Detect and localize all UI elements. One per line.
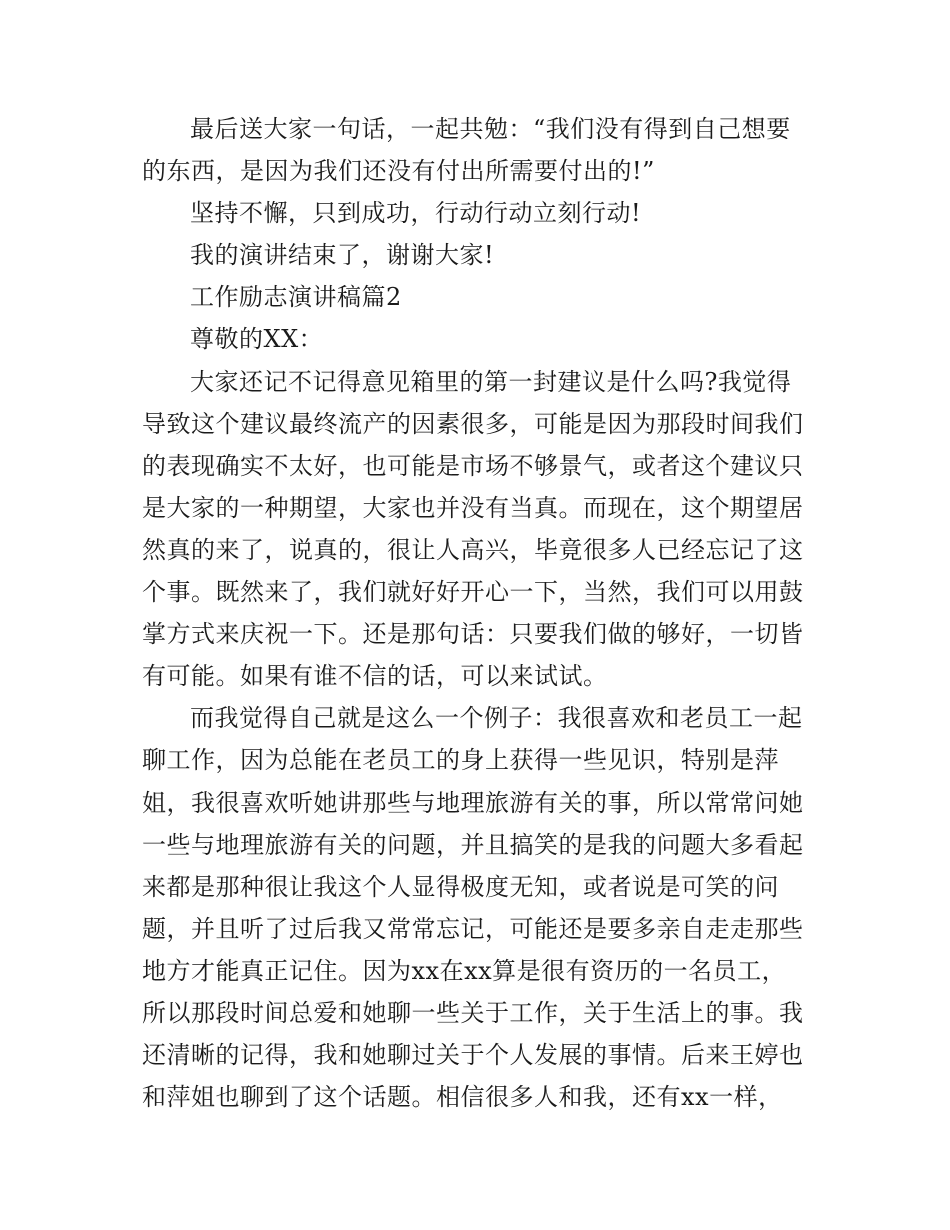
paragraph-closing-quote (142, 108, 812, 192)
text-line: 最后送大家一句话，一起共勉：“我们没有得到自己想要 (190, 115, 791, 143)
text-line: 掌方式来庆祝一下。还是那句话：只要我们做的够好，一切皆 (142, 620, 804, 649)
text-line: 大家还记不记得意见箱里的第一封建议是什么吗?我觉得 (190, 367, 792, 396)
salutation-text: 尊敬的XX： (190, 325, 324, 354)
text-line: 所以那段时间总爱和她聊一些关于工作，关于生活上的事。我 (142, 998, 804, 1027)
text-line: 还清晰的记得，我和她聊过关于个人发展的事情。后来王婷也 (142, 1041, 804, 1070)
paragraph-persist (142, 192, 812, 234)
text-line: 的表现确实不太好，也可能是市场不够景气，或者这个建议只 (142, 451, 804, 480)
text-line: 个事。既然来了，我们就好好开心一下，当然，我们可以用鼓 (142, 578, 804, 607)
text-line: 姐，我很喜欢听她讲那些与地理旅游有关的事，所以常常问她 (142, 788, 804, 817)
text-line: 我的演讲结束了，谢谢大家! (190, 241, 495, 270)
paragraph-example (142, 697, 812, 1118)
text-line: 导致这个建议最终流产的因素很多，可能是因为那段时间我们 (142, 409, 804, 438)
text-line: 有可能。如果有谁不信的话，可以来试试。 (142, 662, 608, 691)
text-line: 来都是那种很让我这个人显得极度无知，或者说是可笑的问 (142, 872, 779, 901)
document-body (142, 108, 812, 1118)
section-heading (142, 276, 812, 318)
text-line: 的东西，是因为我们还没有付出所需要付出的!” (142, 157, 655, 186)
text-line: 是大家的一种期望，大家也并没有当真。而现在，这个期望居 (142, 493, 804, 522)
text-line: 聊工作，因为总能在老员工的身上获得一些见识，特别是萍 (142, 746, 779, 775)
text-line: 一些与地理旅游有关的问题，并且搞笑的是我的问题大多看起 (142, 830, 804, 859)
text-line: 然真的来了，说真的，很让人高兴，毕竟很多人已经忘记了这 (142, 535, 804, 564)
section-title: 工作励志演讲稿篇2 (190, 283, 402, 312)
text-line: 地方才能真正记住。因为xx在xx算是很有资历的一名员工， (142, 956, 787, 985)
text-line: 坚持不懈，只到成功，行动行动立刻行动! (190, 199, 642, 228)
text-line: 和萍姐也聊到了这个话题。相信很多人和我，还有xx一样， (142, 1083, 783, 1112)
paragraph-thanks (142, 234, 812, 276)
paragraph-suggestion-box (142, 361, 812, 698)
salutation (142, 318, 812, 360)
text-line: 而我觉得自己就是这么一个例子：我很喜欢和老员工一起 (190, 704, 803, 733)
text-line: 题，并且听了过后我又常常忘记，可能还是要多亲自走走那些 (142, 914, 804, 943)
